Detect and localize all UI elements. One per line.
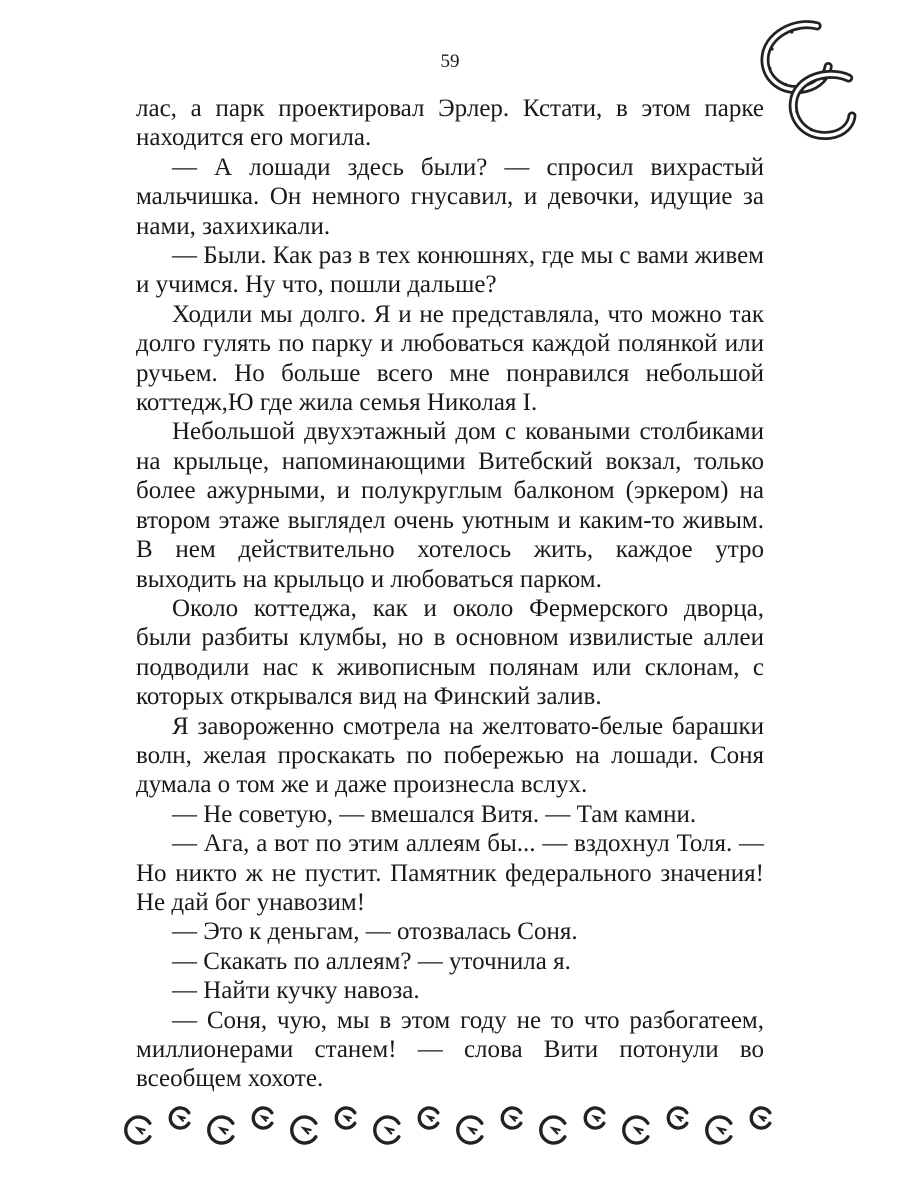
paragraph: — Не советую, — вмешался Витя. — Там камни. — [172, 800, 697, 828]
small-horseshoe-icon — [668, 1108, 687, 1128]
paragraph: Ходили мы долго. Я и не представляла, что можно так долго гулять по парку и любоваться каждой полянкой или ручьем. Но больше всего мне понравился небольшой коттедж,Ю где жила семья Николая I. — [136, 300, 764, 417]
small-horseshoe-icon — [292, 1117, 316, 1143]
paragraph: — Скакать по аллеям? — уточнила я. — [172, 947, 571, 975]
paragraph: — Соня, чую, мы в этом году не то что разбогатеем, миллионерами станем! — слова Вити потонули во всеобщем хохоте. — [136, 1006, 764, 1093]
small-horseshoe-icon — [336, 1108, 355, 1128]
paragraph: Я завороженно смотрела на желтовато-белые барашки волн, желая проскакать по побережью на лошади. Соня думала о том же и даже произнесла вслух. — [136, 712, 764, 799]
small-horseshoe-icon — [707, 1117, 731, 1143]
paragraph: — Это к деньгам, — отозвалась Соня. — [172, 918, 578, 946]
small-horseshoe-icon — [502, 1108, 521, 1128]
small-horseshoe-icon — [458, 1117, 482, 1143]
small-horseshoe-icon — [126, 1117, 150, 1143]
paragraph: — Найти кучку навоза. — [172, 977, 420, 1005]
small-horseshoe-icon — [541, 1117, 565, 1143]
horseshoe-row-icon — [118, 1098, 782, 1150]
small-horseshoe-icon — [419, 1108, 438, 1128]
small-horseshoe-icon — [751, 1108, 770, 1128]
paragraph: — А лошади здесь были? — спросил вихрастый мальчишка. Он немного гнусавил, и девочки, идущие за нами, захихикали. — [136, 153, 764, 240]
paragraph: Около коттеджа, как и около Фермерского дворца, были разбиты клумбы, но в основном извилистые аллеи подводили нас к живописным полянам или склонам, с которых открывался вид на Финский залив. — [136, 594, 764, 711]
small-horseshoe-icon — [253, 1108, 272, 1128]
small-horseshoe-icon — [170, 1108, 189, 1128]
paragraph: Небольшой двухэтажный дом с коваными столбиками на крыльце, напоминающими Витебский вокзал, только более ажурными, и полукруглым балконом (эркером) на втором этаже выглядел очень уютным и каким-то живым. В нем действительно хотелось жить, каждое утро выходить на крыльцо и любоваться парком. — [136, 418, 764, 593]
small-horseshoe-icon — [375, 1117, 399, 1143]
small-horseshoe-icon — [624, 1117, 648, 1143]
body-text — [136, 94, 764, 1094]
paragraph: лас, а парк проектировал Эрлер. Кстати, в этом парке находится его могила. — [136, 95, 764, 152]
small-horseshoe-icon — [585, 1108, 604, 1128]
paragraph: — Были. Как раз в тех конюшнях, где мы с вами живем и учимся. Ну что, пошли дальше? — [136, 242, 764, 299]
paragraph: — Ага, а вот по этим аллеям бы... — вздохнул Толя. — Но никто ж не пустит. Памятник федерального значения! Не дай бог унавозим! — [136, 830, 764, 916]
page-number: 59 — [440, 51, 460, 72]
small-horseshoe-icon — [209, 1117, 233, 1143]
horseshoe-icon — [748, 18, 866, 146]
